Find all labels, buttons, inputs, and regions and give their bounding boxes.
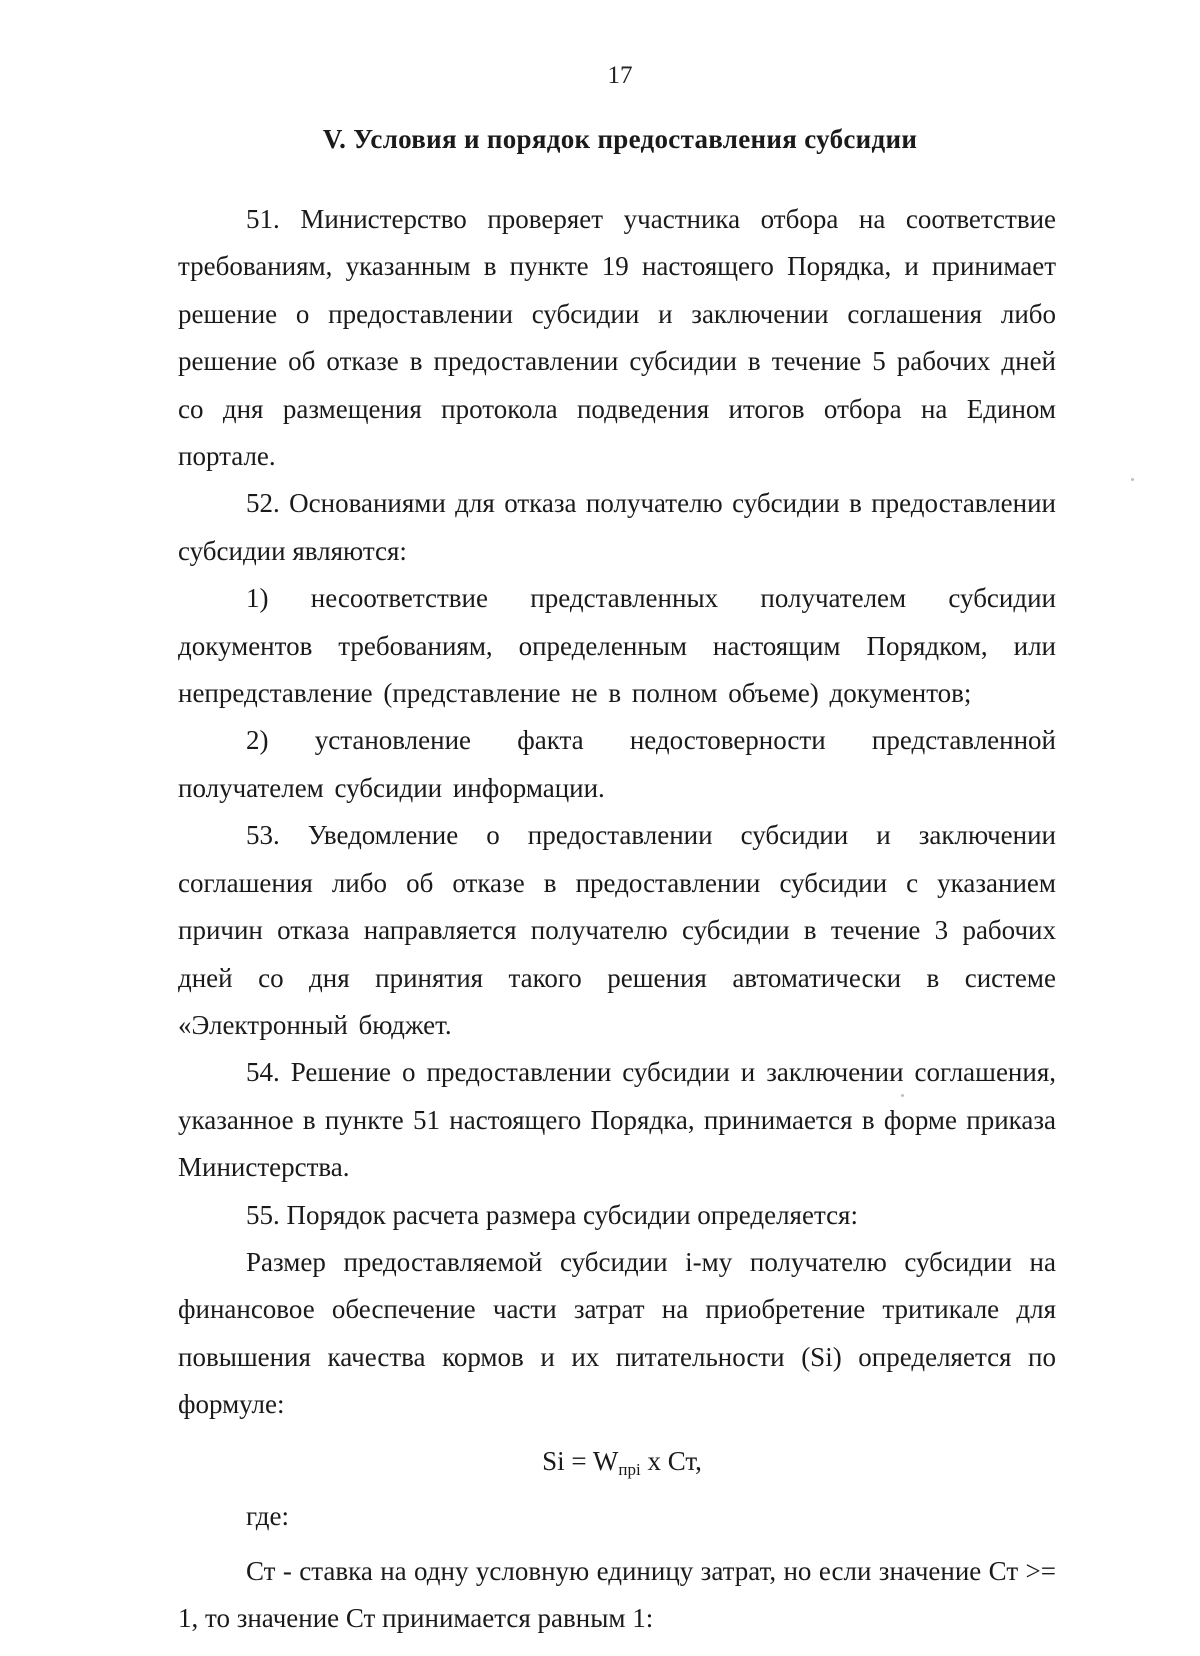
paragraph-53: 53. Уведомление о предоставлении субсидии и заключении соглашения либо об отказе в предоставлении субсидии с указанием причин отказа направляется получателю субсидии в течение 3 рабочих дней со дня принятия такого решения автоматически в системе «Электронный бюджет. [178,820,1056,1040]
paragraph-52: 52. Основаниями для отказа получателю субсидии в предоставлении субсидии являются: [178,488,1056,566]
paragraph-55: 55. Порядок расчета размера субсидии определяется: [246,1199,858,1230]
scan-speck [901,1094,904,1097]
where-label: где: [246,1500,289,1531]
paragraph-55-text: Размер предоставляемой субсидии i-му получателю субсидии на финансовое обеспечение части затрат на приобретение тритикале для повышения качества кормов и их питательности (Si) определяется по формуле: [178,1246,1056,1420]
paragraph-52-item-2: 2) установление факта недостоверности представленной получателем субсидии информации. [178,725,1056,803]
paragraph-52-item-1: 1) несоответствие представленных получателем субсидии документов требованиям, определенным настоящим Порядком, или непредставление (представление не в полном объеме) документов; [178,583,1056,709]
section-heading: V. Условия и порядок предоставления субсидии [322,124,918,154]
formula-left: Si = W [542,1445,619,1476]
paragraph-51: 51. Министерство проверяет участника отбора на соответствие требованиям, указанным в пункте 19 настоящего Порядка, и принимает решение о предоставлении субсидии и заключении соглашения либо решение об отказе в предоставлении субсидии в течение 5 рабочих дней со дня размещения протокола подведения итогов отбора на Едином портале. [178,204,1056,472]
scan-speck [1131,478,1134,481]
formula-right: х Ст, [640,1445,702,1476]
page-number: 17 [607,62,633,89]
formula [178,1429,1056,1493]
formula-subscript: прі [618,1459,641,1479]
paragraph-54: 54. Решение о предоставлении субсидии и заключении соглашения, указанное в пункте 51 настоящего Порядка, принимается в форме приказа Министерства. [178,1057,1056,1183]
document-body [178,196,1056,1643]
spacer [178,1540,1056,1548]
ct-definition: Ст - ставка на одну условную единицу затрат, но если значение Ст >= 1, то значение Ст принимается равным 1: [178,1555,1056,1634]
